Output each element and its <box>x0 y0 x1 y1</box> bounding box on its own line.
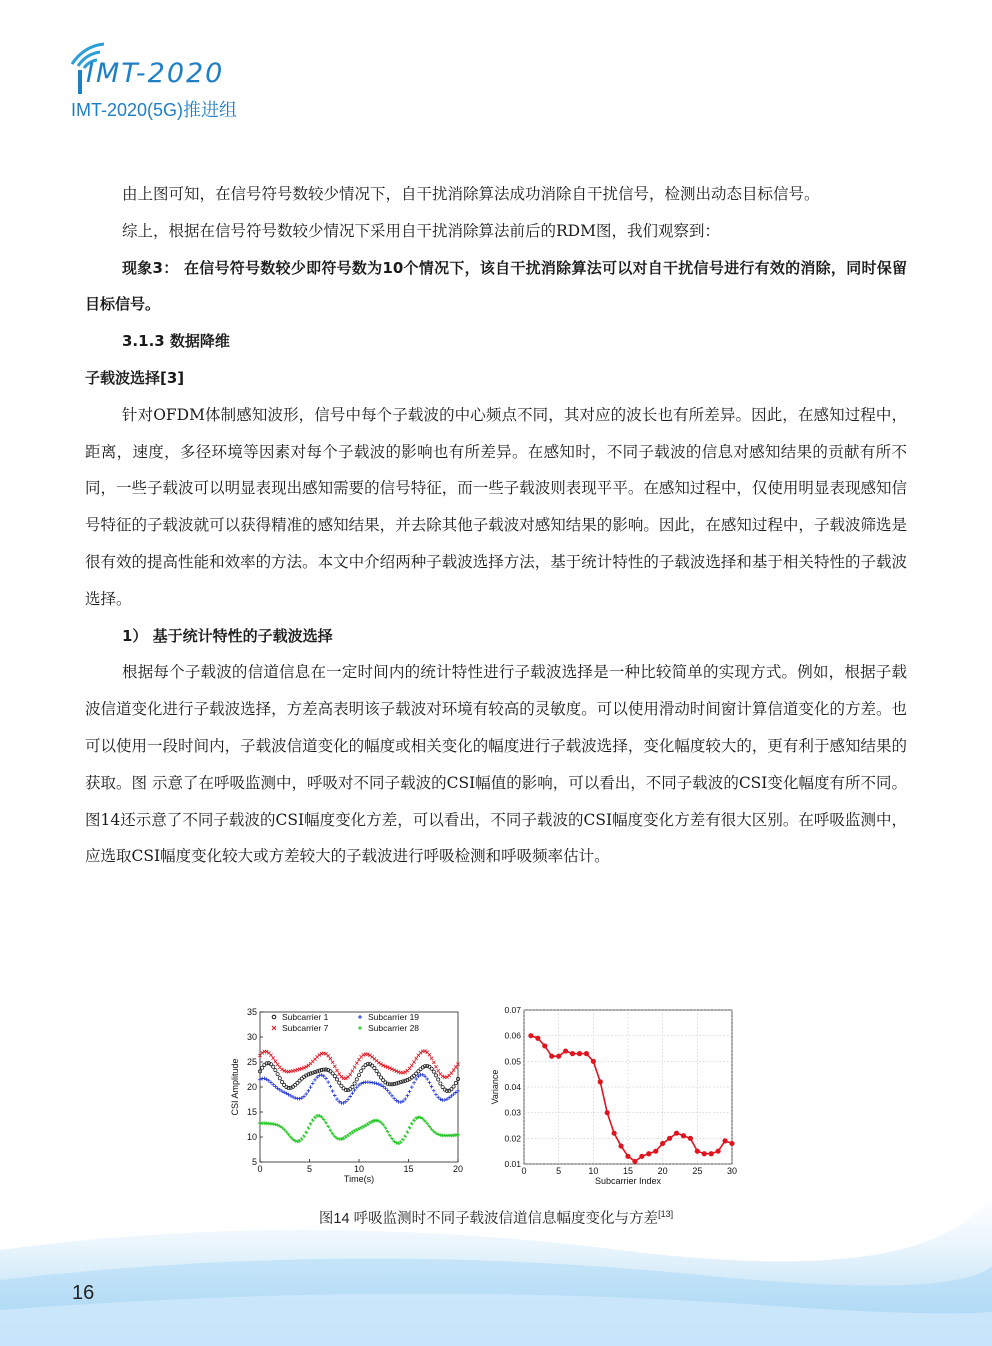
logo-title: IMT-2020 <box>86 58 225 89</box>
variance-point <box>709 1151 714 1156</box>
figure-caption <box>0 1207 992 1228</box>
variance-point <box>716 1149 721 1154</box>
variance-point <box>542 1043 547 1048</box>
x-tick-label: 20 <box>452 1164 464 1174</box>
csi-amplitude-chart <box>226 996 476 1192</box>
variance-point <box>591 1059 596 1064</box>
variance-point <box>549 1054 554 1059</box>
legend-label: Subcarrier 1 <box>282 1012 329 1022</box>
y-tick-label: 15 <box>246 1107 257 1117</box>
legend-label: Subcarrier 19 <box>368 1012 420 1022</box>
variance-point <box>688 1136 693 1141</box>
variance-point <box>702 1151 707 1156</box>
paragraph-1: 由上图可知，在信号符号数较少情况下，自干扰消除算法成功消除自干扰信号，检测出动态目标信号。 <box>122 185 820 203</box>
y-tick-label: 0.06 <box>504 1030 521 1041</box>
legend-label: Subcarrier 28 <box>368 1023 420 1033</box>
x-tick-label: 10 <box>588 1166 599 1176</box>
variance-point <box>667 1136 672 1141</box>
variance-point <box>646 1151 651 1156</box>
variance-point <box>632 1159 637 1164</box>
variance-point <box>674 1131 679 1136</box>
variance-point <box>584 1051 589 1056</box>
variance-point <box>563 1048 568 1053</box>
x-tick-label: 15 <box>403 1164 414 1174</box>
variance-point <box>653 1149 658 1154</box>
figure-caption-ref: [13] <box>658 1209 674 1220</box>
variance-point <box>695 1149 700 1154</box>
figure-14 <box>226 996 768 1196</box>
observation-3: 现象3： 在信号符号数较少即符号数为10个情况下，该自干扰消除算法可以对自干扰信号进行有效的消除，同时保留目标信号。 <box>85 258 907 314</box>
x-tick-label: 25 <box>692 1166 703 1176</box>
x-axis-label: Time(s) <box>343 1174 375 1184</box>
variance-chart <box>488 996 768 1192</box>
legend-item <box>358 1023 419 1033</box>
variance-point <box>625 1154 630 1159</box>
y-tick-label: 5 <box>251 1157 257 1167</box>
x-tick-label: 10 <box>353 1164 365 1174</box>
y-tick-label: 10 <box>246 1132 257 1142</box>
logo-subtitle: IMT-2020(5G)推进组 <box>71 100 238 120</box>
figure-caption-text: 图14 呼吸监测时不同子载波信道信息幅度变化与方差 <box>318 1211 659 1227</box>
section-heading-3-1-3: 3.1.3 数据降维 <box>122 332 230 351</box>
y-tick-label: 0.07 <box>504 1005 521 1015</box>
x-tick-label: 0 <box>521 1166 527 1176</box>
y-tick-label: 0.01 <box>504 1159 521 1169</box>
paragraph-ofdm: 针对OFDM体制感知波形，信号中每个子载波的中心频点不同，其对应的波长也有所差异。因此，在感知过程中，距离，速度，多径环境等因素对每个子载波的影响也有所差异。在感知时，不同子载波的信息对感知结果的贡献有所不同，一些子载波可以明显表现出感知需要的信号特征，而一些子载波则表现平平。在感知过程中，仅使用明显表现感知信号特征的子载波就可以获得精准的感知结果，并去除其他子载波对感知结果的影响。因此，在感知过程中，子载波筛选是很有效的提高性能和效率的方法。本文中介绍两种子载波选择方法，基于统计特性的子载波选择和基于相关特性的子载波选择。 <box>85 405 907 608</box>
x-tick-label: 15 <box>622 1166 634 1176</box>
variance-point <box>605 1110 610 1115</box>
variance-point <box>528 1033 533 1038</box>
variance-point <box>681 1133 686 1138</box>
x-tick-label: 5 <box>556 1166 562 1176</box>
variance-point <box>570 1051 575 1056</box>
legend-item <box>358 1012 419 1022</box>
x-tick-label: 30 <box>726 1166 738 1176</box>
page-number: 16 <box>72 1282 95 1304</box>
variance-point <box>639 1154 644 1159</box>
paragraph-2: 综上，根据在信号符号数较少情况下采用自干扰消除算法前后的RDM图，我们观察到： <box>122 221 720 240</box>
legend-label: Subcarrier 7 <box>282 1023 329 1033</box>
variance-point <box>577 1051 582 1056</box>
y-axis-label: CSI Amplitude <box>230 1058 240 1116</box>
y-tick-label: 30 <box>246 1032 257 1042</box>
y-tick-label: 25 <box>246 1057 257 1067</box>
variance-point <box>535 1036 540 1041</box>
x-axis-label: Subcarrier Index <box>594 1176 662 1186</box>
y-tick-label: 20 <box>246 1082 257 1092</box>
variance-point <box>722 1138 727 1143</box>
y-tick-label: 0.04 <box>504 1082 521 1092</box>
variance-point <box>729 1141 734 1146</box>
statistical-selection-heading: 1） 基于统计特性的子载波选择 <box>122 626 333 645</box>
paragraph-statistical: 根据每个子载波的信道信息在一定时间内的统计特性进行子载波选择是一种比较简单的实现方式。例如，根据子载波信道变化进行子载波选择，方差高表明该子载波对环境有较高的灵敏度。可以使用滑动时间窗计算信道变化的方差。也可以使用一段时间内，子载波信道变化的幅度或相关变化的幅度进行子载波选择，变化幅度较大的，更有利于感知结果的获取。图 示意了在呼吸监测中，呼吸对不同子载波的CSI幅值的影响，可以看出，不同子载波的CSI变化幅度有所不同。图14还示意了不同子载波的CSI幅度变化方差，可以看出，不同子载波的CSI幅度变化方差有很大区别。在呼吸监测中，应选取CSI幅度变化较大或方差较大的子载波进行呼吸检测和呼吸频率估计。 <box>85 663 907 866</box>
variance-point <box>612 1131 617 1136</box>
variance-point <box>598 1079 603 1084</box>
variance-point <box>618 1143 623 1148</box>
y-axis-label: Variance <box>490 1069 500 1105</box>
x-tick-label: 20 <box>657 1166 668 1176</box>
x-tick-label: 5 <box>306 1164 313 1174</box>
x-tick-label: 0 <box>257 1164 263 1174</box>
article-body <box>85 176 907 875</box>
y-tick-label: 0.02 <box>504 1133 521 1144</box>
variance-point <box>660 1141 665 1146</box>
subcarrier-selection-heading: 子载波选择[3] <box>85 368 185 387</box>
y-tick-label: 0.03 <box>504 1107 521 1118</box>
y-tick-label: 0.05 <box>504 1056 521 1067</box>
y-tick-label: 35 <box>246 1007 257 1017</box>
variance-point <box>556 1054 561 1059</box>
